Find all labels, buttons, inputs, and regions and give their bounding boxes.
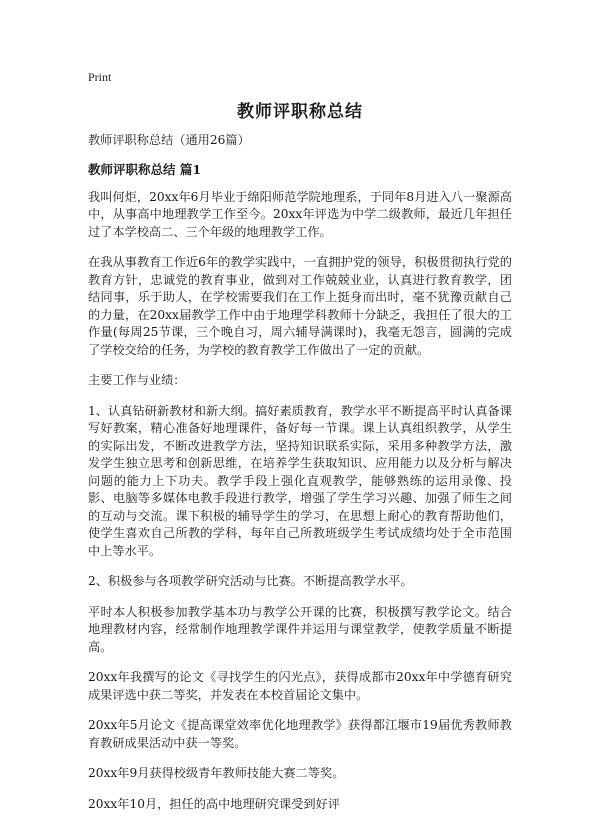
paragraph: 20xx年9月获得校级青年教师技能大赛二等奖。 bbox=[88, 766, 345, 780]
paragraph: 20xx年10月，担任的高中地理研究课受到好评 bbox=[88, 796, 340, 811]
article-body bbox=[88, 132, 512, 826]
paragraph: 1、认真钻研新教材和新大纲。搞好素质教育，教学水平不断提高平时认真备课写好教案，精心准备好地理课件，备好每一节课。课上认真组织教学，从学生的实际出发，不断改进教学方法，坚持知识联系实际，采用多种教学方法，激发学生独立思考和创新思维，在培养学生获取知识、应用能力以及分析与解决问题的能力上下功夫。教学手段上强化直观教学，能够熟练的运用录像、投影、电脑等多媒体电教手段进行教学，增强了学生学习兴趣、加强了师生之间的互动与交流。课下积极的辅导学生的学习，在思想上耐心的教育帮助他们，使学生喜欢自己所教的学科，每年自己所教班级学生考试成绩均处于全市范围中上等水平。 bbox=[88, 403, 512, 558]
print-link[interactable]: Print bbox=[88, 70, 112, 84]
article-subtitle: 教师评职称总结（通用26篇） bbox=[88, 133, 250, 147]
page-title: 教师评职称总结 bbox=[237, 102, 363, 122]
paragraph: 在我从事教育工作近6年的教学实践中，一直拥护党的领导，积极贯彻执行党的教育方针，忠诚党的教育事业，做到对工作兢兢业业，认真进行教育教学，团结同事，乐于助人，在学校需要我们在工作上挺身而出时，毫不犹豫贡献自己的力量，在20xx届教学工作中由于地理学科教师十分缺乏，我担任了很大的工作量(每周25节课，三个晚自习，周六辅导满课时)，我毫无怨言，圆满的完成了学校交给的任务，为学校的教育教学工作做出了一定的贡献。 bbox=[88, 255, 512, 357]
paragraph: 我叫何炬，20xx年6月毕业于绵阳师范学院地理系，于同年8月进入八一聚源高中，从事高中地理教学工作至今。20xx年评选为中学二级教师，最近几年担任过了本学校高二、三个年级的地理教学工作。 bbox=[88, 189, 512, 239]
section-heading: 教师评职称总结 篇1 bbox=[88, 161, 202, 177]
paragraph: 20xx年我撰写的论文《寻找学生的闪光点》，获得成都市20xx年中学德育研究成果评选中获二等奖，并发表在本校首届论文集中。 bbox=[88, 670, 512, 702]
paragraph: 2、积极参与各项教学研究活动与比赛。不断提高教学水平。 bbox=[88, 574, 413, 588]
paragraph: 20xx年5月论文《提高课堂效率优化地理教学》获得都江堰市19届优秀教师教育教研成果活动中获一等奖。 bbox=[88, 718, 512, 750]
paragraph: 平时本人积极参加教学基本功与教学公开课的比赛，积极撰写教学论文。结合地理教材内容，经常制作地理教学课件并运用与课堂教学，使教学质量不断提高。 bbox=[88, 604, 512, 654]
paragraph: 主要工作与业绩： bbox=[88, 373, 186, 387]
